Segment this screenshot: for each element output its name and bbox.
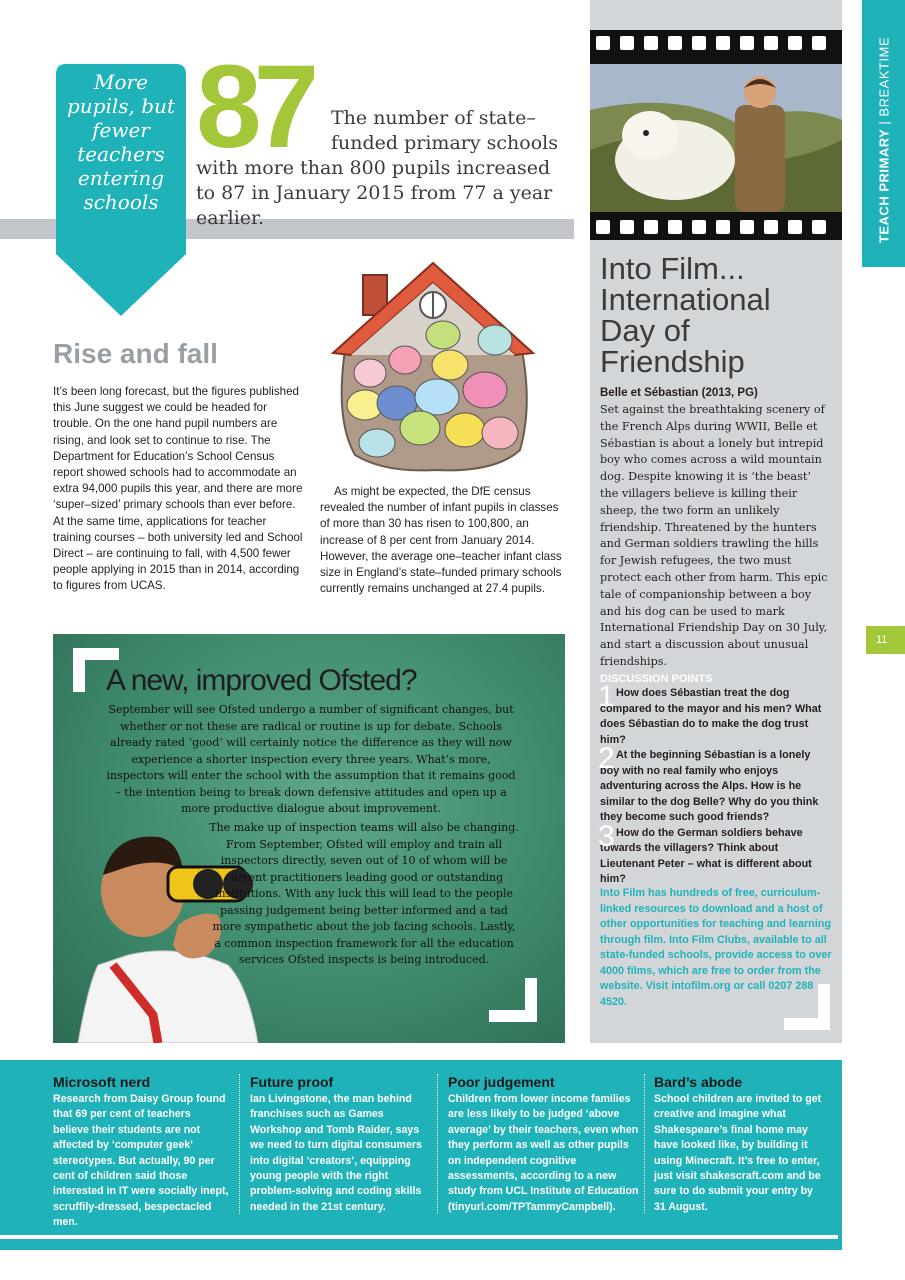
news-body: Ian Livingstone, the man behind franchises such as Games Workshop and Tomb Raider, says we need to turn digital consumers into digital ‘creators’, equipping young people with the right problem-solving and coding skills needed in the 21st century.: [250, 1093, 422, 1213]
news-item: [448, 1074, 640, 1215]
news-body: School children are invited to get creative and imagine what Shakespeare’s final home may have looked like, by building it using Minecraft. It’s free to enter, just visit shakescraft.com and be sure to do submit your entry by 31 August.: [654, 1093, 822, 1213]
discussion-point: 3 How do the German soldiers behave towards the villagers? Think about Lieutenant Peter – what is different about him?: [598, 819, 812, 885]
news-body: Children from lower income families are less likely to be judged ‘above average’ by their teachers, even when they perform as well as other pupils on independent cognitive assessments, according to a new study from UCL Institute of Education (tinyurl.com/TPTammyCampbell).: [448, 1093, 639, 1213]
discussion-heading: DISCUSSION POINTS: [600, 673, 713, 685]
discussion-point: 2 At the beginning Sébastian is a lonely boy with no real family who enjoys adventuring across the Alps. How is he similar to the dog Belle? Why do you think they become such good friends?: [598, 742, 819, 823]
divider: [239, 1074, 240, 1214]
news-item: [654, 1074, 826, 1215]
page-number: 11: [866, 626, 905, 654]
divider: [644, 1074, 645, 1214]
ofsted-heading: A new, improved Ofsted?: [106, 664, 417, 697]
film-promo-text: Into Film has hundreds of free, curriculum-linked resources to download and a host of other opportunities for teaching and learning through film. Into Film Clubs, available to all state-funded schools, provide access to over 4000 films, which are free to order from the website. Visit intofilm.org or call 0207 288 4520.: [600, 887, 832, 1008]
ofsted-paragraph-2: The make up of inspection teams will also be changing. From September, Ofsted will employ and train all inspectors directly, seven out of 10 of whom will be current practitioners leading good or outstanding institutions. With any luck this will lead to the people passing judgement being better informed and a tad more sympathetic about the job facing schools. Lastly, a common inspection framework for all the education services Ofsted inspects is being introduced.: [209, 821, 519, 966]
section-heading: Rise and fall: [53, 338, 218, 369]
film-strip-icon: [590, 30, 842, 240]
section-tab-label: TEACH PRIMARY | BREAKTIME: [876, 36, 891, 244]
corner-bracket-icon: [489, 978, 537, 1022]
corner-bracket-icon: [784, 984, 832, 1032]
news-title: Bard’s abode: [654, 1074, 743, 1090]
ofsted-paragraph-1: September will see Ofsted undergo a number of significant changes, but whether or not these are radical or routine is up for debate. Schools already rated ‘good’ will certainly notice the difference as they will now experience a shorter inspection every three years. What’s more, inspectors will enter the school with the assumption that it remains good – the intention being to break down defensive attitudes and open up a more productive dialogue about improvement.: [106, 703, 516, 815]
stat-banner: More pupils, but fewer teachers entering schools: [67, 70, 175, 214]
film-subtitle: Belle et Sébastian (2013, PG): [600, 387, 758, 399]
news-title: Future proof: [250, 1074, 334, 1090]
news-title: Microsoft nerd: [53, 1074, 151, 1090]
news-item: [53, 1074, 229, 1231]
stat-description: The number of state– funded primary schools with more than 800 pupils increased to 87 in January 2015 from 77 a year earlier.: [196, 107, 558, 229]
news-item: [250, 1074, 426, 1215]
divider: [0, 1235, 838, 1239]
stat-number: 87: [196, 41, 312, 173]
news-title: Poor judgement: [448, 1074, 555, 1090]
rise-body-text-2: As might be expected, the DfE census revealed the number of infant pupils in classes of more than 30 has risen to 100,800, an increase of 8 per cent from January 2014. However, the average one–teacher infant class size in England’s state–funded primary schools currently remains unchanged at 27.4 pupils.: [320, 485, 562, 596]
discussion-list: [598, 680, 832, 888]
discussion-point: 1 How does Sébastian treat the dog compared to the mayor and his men? What does Sébastian do to make the dog trust him?: [598, 680, 822, 746]
film-heading: Into Film... International Day of Friendship: [600, 251, 771, 379]
rise-body-text: It’s been long forecast, but the figures published this June suggest we could be headed for trouble. On the one hand pupil numbers are rising, and look set to continue to rise. The Department for Education’s School Census report showed schools had to accommodate an extra 94,000 pupils this year, and there are more ‘super–sized’ primary schools than ever before. At the same time, applications for teacher training courses – both university led and School Direct – are continuing to fall, with 4,500 fewer people applying in 2015 than in 2014, according to figures from UCAS.: [53, 385, 303, 593]
house-of-pupils-illustration: [325, 255, 540, 475]
divider: [437, 1074, 438, 1214]
news-body: Research from Daisy Group found that 69 per cent of teachers believe their students are not affected by ‘computer geek’ stereotypes. But actually, 90 per cent of children said those interested in IT were socially inept, scruffily-dressed, bespectacled men.: [53, 1093, 229, 1229]
film-body-text: Set against the breathtaking scenery of the French Alps during WWII, Belle et Sébastian is about a lonely but intrepid boy who comes across a wild mountain dog. Despite knowing it is ‘the beast’ the villagers believe is killing their sheep, the two form an unlikely friendship. Threatened by the hunters and German soldiers trawling the hills for Jewish refugees, the two must protect each other from harm. This epic tale of companionship between a boy and his dog can be used to mark International Friendship Day on 30 July, and start a discussion about unusual friendships.: [600, 403, 828, 668]
